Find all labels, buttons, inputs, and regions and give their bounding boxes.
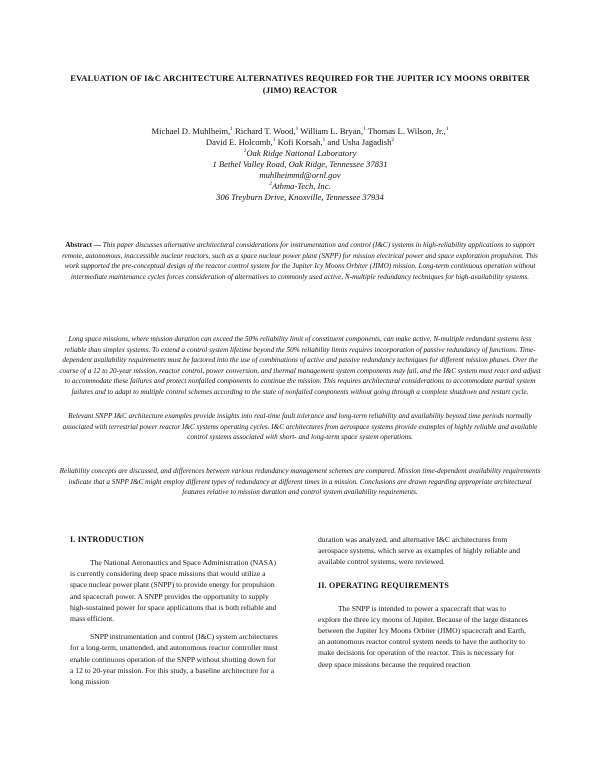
affiliation-1-address: 1 Bethel Valley Road, Oak Ridge, Tennessee 37831 [212,159,388,169]
affiliation-2-address: 306 Treyburn Drive, Knoxville, Tennessee 37934 [216,192,384,202]
author-name: Kofi Korsah, [275,137,323,147]
affiliation-marker: 1 [362,126,366,133]
body-paragraph: The National Aeronautics and Space Administration (NASA) is currently considering deep space missions that would utilize a space nuclear power plant (SNPP) to provide energy for propulsion and spacecraft power. A SNPP provides the opportunity to supply high-sustained power for space applications that is both reliable and mass efficient. [70,558,277,624]
author-name: Thomas L. Wilson, Jr., [365,126,446,136]
affiliation-marker: 1 [445,126,449,133]
author-name: Michael D. Muhlheim, [151,126,231,136]
author-name: William L. Bryan, [298,126,363,136]
summary-paragraph-3: Reliability concepts are discussed, and differences between various redundancy management schemes are compared. Mission time-dependent availability requirements indicate that a SNPP I&C might employ different types of redundancy at different times in a mission. Conclusions are drawn regarding appropriate architectural features relative to mission duration and control system availability requirements. [59,467,541,497]
author-name: and Usha Jagadish [325,137,392,147]
affiliation-marker: 1 [295,126,299,133]
affiliation-2-org: $^2$Athma-Tech, Inc. [269,181,331,191]
author-block [80,126,520,203]
paper-title: EVALUATION OF I&C ARCHITECTURE ALTERNATIVES REQUIRED FOR THE JUPITER ICY MOONS ORBITER (JIMO) REACTOR [70,73,530,95]
affiliation-marker: 1 [322,137,326,144]
affiliation-1-org: $^1$Oak Ridge National Laboratory [243,148,357,158]
section-heading-operating-requirements: II. OPERATING REQUIREMENTS [318,580,450,590]
left-column [70,534,280,687]
abstract [58,240,542,282]
author-email: muhlheimmd@ornl.gov [259,170,341,180]
abstract-text: This paper discusses alternative architectural considerations for instrumentation and control (I&C) systems in high-reliability applications to support remote, autonomous, inaccessible nuclear reactors, such as a space nuclear power plant (SNPP) for mission electrical power and space exploration propulsion. This work supported the pre-conceptual design of the reactor control system for the Jupiter Icy Moons Orbiter (JIMO) mission. Long-term continuous operation without intermediate maintenance cycles forces consideration of alternatives to commonly used active, N-multiple redundancy techniques for high-availability systems. [62,241,538,281]
abstract-label: Abstract — [65,241,101,249]
body-paragraph: duration was analyzed, and alternative I&C architectures from aerospace systems, which serve as examples of highly reliable and available control systems, were reviewed. [318,535,521,567]
affiliation-marker: 2 [391,137,395,144]
summary-paragraph-2: Relevant SNPP I&C architecture examples provide insights into real-time fault tolerance and long-term reliability and availability beyond time periods normally associated with terrestrial power reactor I&C systems operating cycles. I&C architectures from aerospace systems provide examples of highly reliable and available control systems associated with short- and long-term space system operations. [62,412,538,442]
summary-paragraph-1: Long space missions, where mission duration can exceed the 50% reliability limit of constituent components, can make active, N-multiple redundant systems less reliable than simplex systems. To extend a control system lifetime beyond the 50% reliability limits requires incorporation of passive redundancy of functions. Time-dependent availability requirements must be factored into the use of combinations of active and passive redundancy techniques for different mission phases. Over the course of a 12 to 20-year mission, reactor control, power conversion, and thermal management system components may fail, and the I&C system must react and adjust to accommodate these failures and protect nonfailed components to continue the mission. This requires architectural considerations to accommodate partial system failures and to adapt to multiple control schemes according to the state of nonfailed components without going through a complete shutdown and restart cycle. [59,335,541,396]
body-paragraph: The SNPP is intended to power a spacecraft that was to explore the three icy moons of Jupiter. Because of the large distances between the Jupiter Icy Moons Orbiter (JIMO) spacecraft and Earth, an autonomous reactor control system needs to have the authority to make decisions for operation of the reactor. This is necessary for deep space missions because the required reaction [318,603,528,669]
author-name: David E. Holcomb, [205,137,273,147]
affiliation-marker: 1 [230,126,233,133]
section-heading-introduction: I. INTRODUCTION [70,535,145,544]
right-column [318,534,528,670]
affiliation-marker: 1 [272,137,276,144]
author-name: Richard T. Wood, [233,126,296,136]
author-line-1 [80,126,520,137]
author-line-2 [80,137,520,148]
body-paragraph: SNPP instrumentation and control (I&C) system architectures for a long-term, unattended, and autonomous reactor controller must enable continuous operation of the SNPP without shutting down for a 12 to 20-year mission. For this study, a baseline architecture for a long mission [70,632,278,687]
